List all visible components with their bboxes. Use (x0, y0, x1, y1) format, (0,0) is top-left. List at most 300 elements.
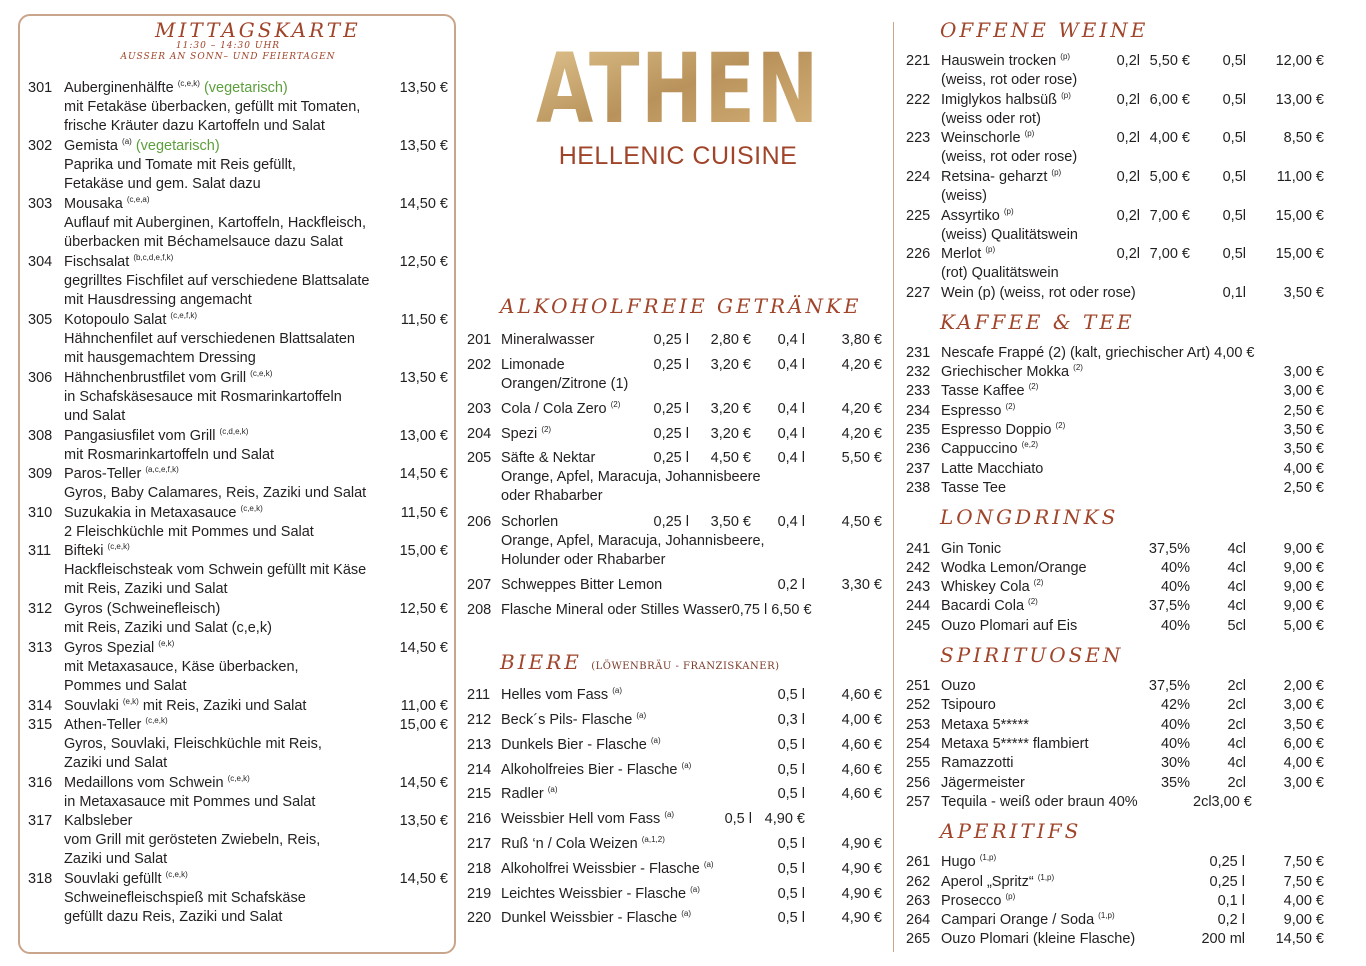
item-price: 5,50 € (1149, 53, 1190, 69)
item-price: 7,00 € (1149, 208, 1190, 224)
menu-line (28, 156, 448, 175)
menu-line (467, 909, 883, 928)
item-price: 7,00 € (1149, 246, 1190, 262)
volume: 2cl (1227, 717, 1246, 733)
item-price: 3,20 € (710, 401, 751, 417)
menu-line (28, 542, 448, 561)
menu-line (28, 580, 448, 599)
menu-line (28, 465, 448, 484)
item-price: 11,50 € (400, 312, 448, 328)
volume: 0,1 l (1217, 893, 1245, 909)
item-name-text: Leichtes Weissbier - Flasche (501, 886, 687, 902)
menu-line (28, 137, 448, 156)
menu-line (467, 487, 883, 506)
item-description: Orange, Apfel, Maracuja, Johannisbeere, (501, 533, 765, 549)
item-name-text: Hauswein trocken (941, 53, 1057, 69)
item-price: 4,00 € (1149, 130, 1190, 146)
menu-line (28, 407, 448, 426)
allergen-codes: (2) (1033, 578, 1044, 588)
allergen-codes: (a) (681, 909, 692, 919)
athen-logo (528, 33, 828, 145)
logo-tagline: HELLENIC CUISINE (558, 142, 798, 170)
volume: 0,2 l (1217, 912, 1245, 928)
allergen-codes: (e,2) (1021, 440, 1039, 450)
item-price: 8,50 € (1283, 130, 1324, 146)
allergen-codes: (p) (1005, 892, 1016, 902)
menu-line (28, 870, 448, 889)
item-number: 301 (28, 80, 53, 96)
volume: 0,25 l (653, 450, 689, 466)
item-number: 213 (467, 737, 492, 753)
item-name-text: Campari Orange / Soda (941, 912, 1095, 928)
menu-line (467, 449, 883, 468)
item-description: Hähnchenfilet auf verschiedenen Blattsalaten (64, 331, 355, 347)
item-price: 4,90 € (841, 861, 882, 877)
allergen-codes: (1,p) (1098, 911, 1115, 921)
menu-line (28, 639, 448, 658)
item-description: in Schafskäsesauce mit Rosmarinkartoffeln (64, 389, 342, 405)
item-price: 14,50 € (399, 640, 448, 656)
allergen-codes: (c,e,k) (250, 369, 273, 379)
menu-line (28, 369, 448, 388)
item-name (941, 696, 996, 715)
item-name-text: Wein (p) (weiss, rot oder rose) (941, 285, 1136, 301)
item-number: 264 (906, 912, 931, 928)
item-price: 15,00 € (1275, 208, 1324, 224)
item-price: 4,00 € (1283, 461, 1324, 477)
menu-line (28, 812, 448, 831)
item-price: 3,50 € (1283, 441, 1324, 457)
alcohol-percent: 40% (1160, 717, 1190, 733)
menu-line (906, 793, 1326, 812)
item-name-text: Säfte & Nektar (501, 450, 596, 466)
item-price: 13,50 € (399, 813, 448, 829)
volume: 0,4 l (777, 357, 805, 373)
item-name-text: Ouzo Plomari (kleine Flasche) (941, 931, 1136, 947)
column-divider (893, 22, 894, 952)
allergen-codes: (a) (122, 137, 132, 147)
item-name (64, 870, 188, 889)
menu-line (28, 214, 448, 233)
item-number: 314 (28, 698, 53, 714)
volume: 0,25 l (653, 401, 689, 417)
item-description: Hackfleischsteak vom Schwein gefüllt mit Käse (64, 562, 367, 578)
menu-line (467, 860, 883, 879)
item-description: Orangen/Zitrone (1) (501, 376, 629, 392)
allergen-codes: (2) (1028, 597, 1038, 607)
item-name (941, 421, 1065, 440)
volume: 0,2l (1116, 130, 1140, 146)
item-name-text: Cappuccino (941, 441, 1018, 457)
item-description: frische Kräuter dazu Kartoffeln und Salat (64, 118, 325, 134)
menu-line (906, 168, 1326, 187)
allergen-codes: (c,d,e,k) (219, 427, 249, 437)
menu-line (28, 427, 448, 446)
volume: 0,5l (1222, 246, 1246, 262)
item-description: mit Fetakäse überbacken, gefüllt mit Tomaten, (64, 99, 361, 115)
item-name (501, 356, 565, 375)
item-price: 3,20 € (710, 426, 751, 442)
menu-line (28, 735, 448, 754)
item-number: 201 (467, 332, 492, 348)
menu-line (467, 468, 883, 487)
spirits-title: SPIRITUOSEN (940, 643, 1124, 667)
item-number: 206 (467, 514, 492, 530)
item-number: 245 (906, 618, 931, 634)
item-price: 3,80 € (841, 332, 882, 348)
beer-title (500, 650, 780, 674)
item-name (941, 911, 1115, 930)
logo-wordmark: ATHEN (536, 33, 820, 145)
volume: 0,25 l (653, 426, 689, 442)
menu-line (906, 440, 1326, 459)
volume: 0,5l (1222, 53, 1246, 69)
item-description: Zaziki und Salat (64, 851, 168, 867)
item-price: 4,50 € (710, 450, 751, 466)
item-name (941, 245, 995, 264)
item-price: 13,50 € (399, 370, 448, 386)
menu-line (906, 911, 1326, 930)
item-description: Pommes und Salat (64, 678, 187, 694)
item-price: 6,00 € (1283, 736, 1324, 752)
volume: 0,25 l (1209, 854, 1245, 870)
volume: 0,4 l (777, 450, 805, 466)
menu-line (28, 233, 448, 252)
item-price: 2,50 € (1283, 480, 1324, 496)
item-name-text: Tsipouro (941, 697, 996, 713)
item-name-text: Fischsalat (64, 254, 130, 270)
allergen-codes: (c,e,k) (240, 504, 263, 514)
volume: 0,3 l (777, 712, 805, 728)
item-name (941, 382, 1038, 401)
item-name-text: Beck´s Pils- Flasche (501, 712, 633, 728)
item-price: 3,50 € (1283, 422, 1324, 438)
menu-line (28, 889, 448, 908)
menu-line (467, 400, 883, 419)
menu-line (906, 52, 1326, 71)
item-name-text: Gyros Spezial (64, 640, 155, 656)
item-name (941, 460, 1043, 479)
volume: 0,25 l (653, 514, 689, 530)
menu-line (28, 908, 448, 927)
item-name (64, 465, 179, 484)
allergen-codes: (a) (703, 860, 714, 870)
item-name-text: Cola / Cola Zero (501, 401, 607, 417)
item-name-text: Souvlaki gefüllt (64, 871, 162, 887)
item-description: Zaziki und Salat (64, 755, 168, 771)
item-name (941, 930, 1135, 949)
item-name-text: Helles vom Fass (501, 687, 609, 703)
item-name-text: Griechischer Mokka (941, 364, 1070, 380)
volume: 4cl (1227, 579, 1246, 595)
coffee-title: KAFFEE & TEE (940, 310, 1135, 334)
item-price: 4,00 € (1283, 893, 1324, 909)
volume: 0,25 l (653, 332, 689, 348)
item-name (64, 253, 173, 272)
item-name (64, 542, 130, 561)
item-name-text: Metaxa 5***** flambiert (941, 736, 1089, 752)
item-name-text: Medaillons vom Schwein (64, 775, 224, 791)
item-number: 238 (906, 480, 931, 496)
item-name (501, 513, 558, 532)
item-price: 12,00 € (1275, 53, 1324, 69)
item-name-text: Flasche Mineral oder Stilles Wasser0,75 l 6,50 € (501, 602, 812, 618)
item-price: 3,50 € (1283, 285, 1324, 301)
item-name-text: Ramazzotti (941, 755, 1014, 771)
item-tag: (vegetarisch) (135, 138, 220, 154)
item-number: 261 (906, 854, 931, 870)
item-name (501, 885, 700, 904)
item-price: 15,00 € (399, 543, 448, 559)
allergen-codes: (a) (636, 711, 647, 721)
item-name-text: Nescafe Frappé (2) (kalt, griechischer Art) 4,00 € (941, 345, 1255, 361)
item-name (941, 91, 1071, 110)
allergen-codes: (a) (547, 785, 558, 795)
alcohol-percent: 37,5% (1148, 598, 1190, 614)
wine-title: OFFENE WEINE (940, 18, 1149, 42)
item-name (941, 479, 1006, 498)
allergen-codes: (2) (1028, 382, 1039, 392)
item-name (501, 449, 595, 468)
item-description: Orange, Apfel, Maracuja, Johannisbeere (501, 469, 761, 485)
item-name-text: Hugo (941, 854, 976, 870)
volume: 0,5 l (777, 861, 805, 877)
item-description: gefüllt dazu Reis, Zaziki und Salat (64, 909, 283, 925)
item-description: Auflauf mit Auberginen, Kartoffeln, Hackfleisch, (64, 215, 366, 231)
menu-line (906, 284, 1326, 303)
item-description: Schweinefleischspieß mit Schafskäse (64, 890, 306, 906)
item-name-text: Gyros (Schweinefleisch) (64, 601, 221, 617)
item-price: 15,00 € (1275, 246, 1324, 262)
allergen-codes: (c,e,k) (145, 716, 168, 726)
allergen-codes: (b,c,d,e,f,k) (133, 253, 174, 263)
menu-line (28, 697, 448, 716)
menu-line (467, 532, 883, 551)
item-name-text: Retsina- geharzt (941, 169, 1048, 185)
item-name-text: Athen-Teller (64, 717, 142, 733)
allergen-codes: (2) (610, 400, 621, 410)
item-name (64, 774, 250, 793)
item-name-text: Bifteki (64, 543, 104, 559)
item-number: 236 (906, 441, 931, 457)
menu-line (28, 79, 448, 98)
volume: 0,5 l (777, 786, 805, 802)
volume: 0,5 l (777, 762, 805, 778)
item-name (941, 207, 1014, 226)
item-description: 2 Fleischküchle mit Pommes und Salat (64, 524, 314, 540)
alcohol-percent: 40% (1160, 560, 1190, 576)
volume: 0,2 l (777, 577, 805, 593)
item-description: (weiss, rot oder rose) (941, 72, 1078, 88)
item-name (64, 812, 133, 831)
item-number: 243 (906, 579, 931, 595)
item-description: überbacken mit Béchamelsauce dazu Salat (64, 234, 343, 250)
menu-line (906, 187, 1326, 206)
menu-line (906, 735, 1326, 754)
item-name (64, 697, 306, 716)
item-description: mit Reis, Zaziki und Salat (64, 581, 228, 597)
item-price: 12,50 € (399, 254, 448, 270)
item-name-text: Imiglykos halbsüß (941, 92, 1058, 108)
item-name (941, 402, 1015, 421)
item-price: 9,00 € (1283, 541, 1324, 557)
beer-subtitle: (LÖWENBRÄU - FRANZISKANER) (591, 661, 780, 672)
item-description: Paprika und Tomate mit Reis gefüllt, (64, 157, 296, 173)
item-name-text: Aperol „Spritz“ (941, 874, 1034, 890)
item-name-text: Prosecco (941, 893, 1002, 909)
item-number: 233 (906, 383, 931, 399)
item-price: 4,90 € (841, 910, 882, 926)
item-price: 3,50 € (710, 514, 751, 530)
volume: 4cl (1227, 736, 1246, 752)
item-number: 242 (906, 560, 931, 576)
item-name (941, 853, 996, 872)
item-number: 257 (906, 794, 931, 810)
item-name-text: Assyrtiko (941, 208, 1000, 224)
item-name (501, 860, 714, 879)
item-name (941, 677, 976, 696)
item-price: 3,50 € (1283, 717, 1324, 733)
item-number: 317 (28, 813, 53, 829)
menu-line (906, 774, 1326, 793)
menu-line (906, 853, 1326, 872)
item-name-text: Pangasiusfilet vom Grill (64, 428, 216, 444)
menu-line (467, 885, 883, 904)
item-price: 4,60 € (841, 687, 882, 703)
item-name (501, 785, 558, 804)
item-number: 227 (906, 285, 931, 301)
item-name (941, 774, 1025, 793)
item-price: 4,00 € (1283, 755, 1324, 771)
item-number: 203 (467, 401, 492, 417)
item-description: mit Reis, Zaziki und Salat (c,e,k) (64, 620, 272, 636)
item-number: 302 (28, 138, 53, 154)
item-number: 219 (467, 886, 492, 902)
item-price: 3,00 € (1283, 383, 1324, 399)
item-name-text: Ruß ‘n / Cola Weizen (501, 836, 638, 852)
item-description: Gyros, Souvlaki, Fleischküchle mit Reis, (64, 736, 322, 752)
menu-line (28, 658, 448, 677)
item-description: (weiss) Qualitätswein (941, 227, 1078, 243)
item-number: 225 (906, 208, 931, 224)
item-price: 3,00 € (1283, 697, 1324, 713)
item-number: 235 (906, 422, 931, 438)
item-name-text: Tasse Tee (941, 480, 1007, 496)
item-price: 9,00 € (1283, 579, 1324, 595)
menu-line (28, 484, 448, 503)
item-name (941, 793, 1138, 812)
menu-line (28, 272, 448, 291)
item-name-text: Schweppes Bitter Lemon (501, 577, 663, 593)
allergen-codes: (a) (664, 810, 675, 820)
item-price: 4,60 € (841, 786, 882, 802)
item-price: 4,20 € (841, 357, 882, 373)
menu-line (28, 850, 448, 869)
item-description: Gyros, Baby Calamares, Reis, Zaziki und Salat (64, 485, 367, 501)
allergen-codes: (p) (1061, 91, 1071, 101)
allergen-codes: (a) (650, 736, 661, 746)
menu-line (906, 245, 1326, 264)
item-name (501, 909, 691, 928)
item-number: 251 (906, 678, 931, 694)
item-name-text: Mousaka (64, 196, 123, 212)
allergen-codes: (a) (612, 686, 622, 696)
menu-line (906, 382, 1326, 401)
menu-line (467, 513, 883, 532)
item-price: 2,00 € (1283, 678, 1324, 694)
item-number: 313 (28, 640, 53, 656)
item-number: 316 (28, 775, 53, 791)
volume: 0,4 l (777, 332, 805, 348)
volume: 0,2l (1116, 53, 1140, 69)
allergen-codes: (c,e,k) (177, 79, 200, 89)
item-price: 14,50 € (399, 871, 448, 887)
item-price: 11,00 € (1276, 169, 1324, 185)
allergen-codes: (e,k) (158, 639, 175, 649)
item-number: 309 (28, 466, 53, 482)
allergen-codes: (c,e,k) (165, 870, 188, 880)
alcohol-percent: 37,5% (1148, 541, 1190, 557)
volume: 0,5 l (777, 737, 805, 753)
item-name-text: Weinschorle (941, 130, 1021, 146)
softdrinks-title: ALKOHOLFREIE GETRÄNKE (500, 294, 862, 318)
item-number: 241 (906, 541, 931, 557)
item-price: 14,50 € (399, 775, 448, 791)
menu-line (906, 129, 1326, 148)
menu-line (906, 892, 1326, 911)
allergen-codes: (a,1,2) (641, 835, 665, 845)
item-name (941, 617, 1077, 636)
item-price: 7,50 € (1283, 874, 1324, 890)
item-name-text: Schorlen (501, 514, 559, 530)
item-number: 304 (28, 254, 53, 270)
allergen-codes: (1,p) (979, 853, 997, 863)
volume: 4cl (1227, 541, 1246, 557)
item-number: 218 (467, 861, 492, 877)
menu-line (28, 774, 448, 793)
allergen-codes: (a) (681, 761, 692, 771)
menu-line (467, 601, 883, 620)
item-description: in Metaxasauce mit Pommes und Salat (64, 794, 316, 810)
item-name (941, 892, 1015, 911)
item-description: und Salat (64, 408, 126, 424)
menu-line (906, 716, 1326, 735)
item-number: 312 (28, 601, 53, 617)
item-number: 255 (906, 755, 931, 771)
menu-line (906, 559, 1326, 578)
item-name (941, 440, 1038, 459)
alcohol-percent: 40% (1160, 618, 1190, 634)
item-description: mit hausgemachtem Dressing (64, 350, 256, 366)
item-number: 217 (467, 836, 492, 852)
volume: 4cl (1227, 560, 1246, 576)
item-name-text: Espresso Doppio (941, 422, 1052, 438)
volume: 2cl (1227, 678, 1246, 694)
item-name-text: Wodka Lemon/Orange (941, 560, 1087, 576)
item-name (941, 735, 1089, 754)
menu-line (906, 460, 1326, 479)
item-description: mit Metaxasauce, Käse überbacken, (64, 659, 299, 675)
menu-line (28, 600, 448, 619)
item-price: 13,00 € (399, 428, 448, 444)
item-name (941, 52, 1070, 71)
item-name-text: Kalbsleber (64, 813, 133, 829)
item-number: 207 (467, 577, 492, 593)
volume: 0,2l (1116, 208, 1140, 224)
item-name-text: Tasse Kaffee (941, 383, 1025, 399)
allergen-codes: (p) (1060, 52, 1071, 62)
item-price: 14,50 € (399, 466, 448, 482)
